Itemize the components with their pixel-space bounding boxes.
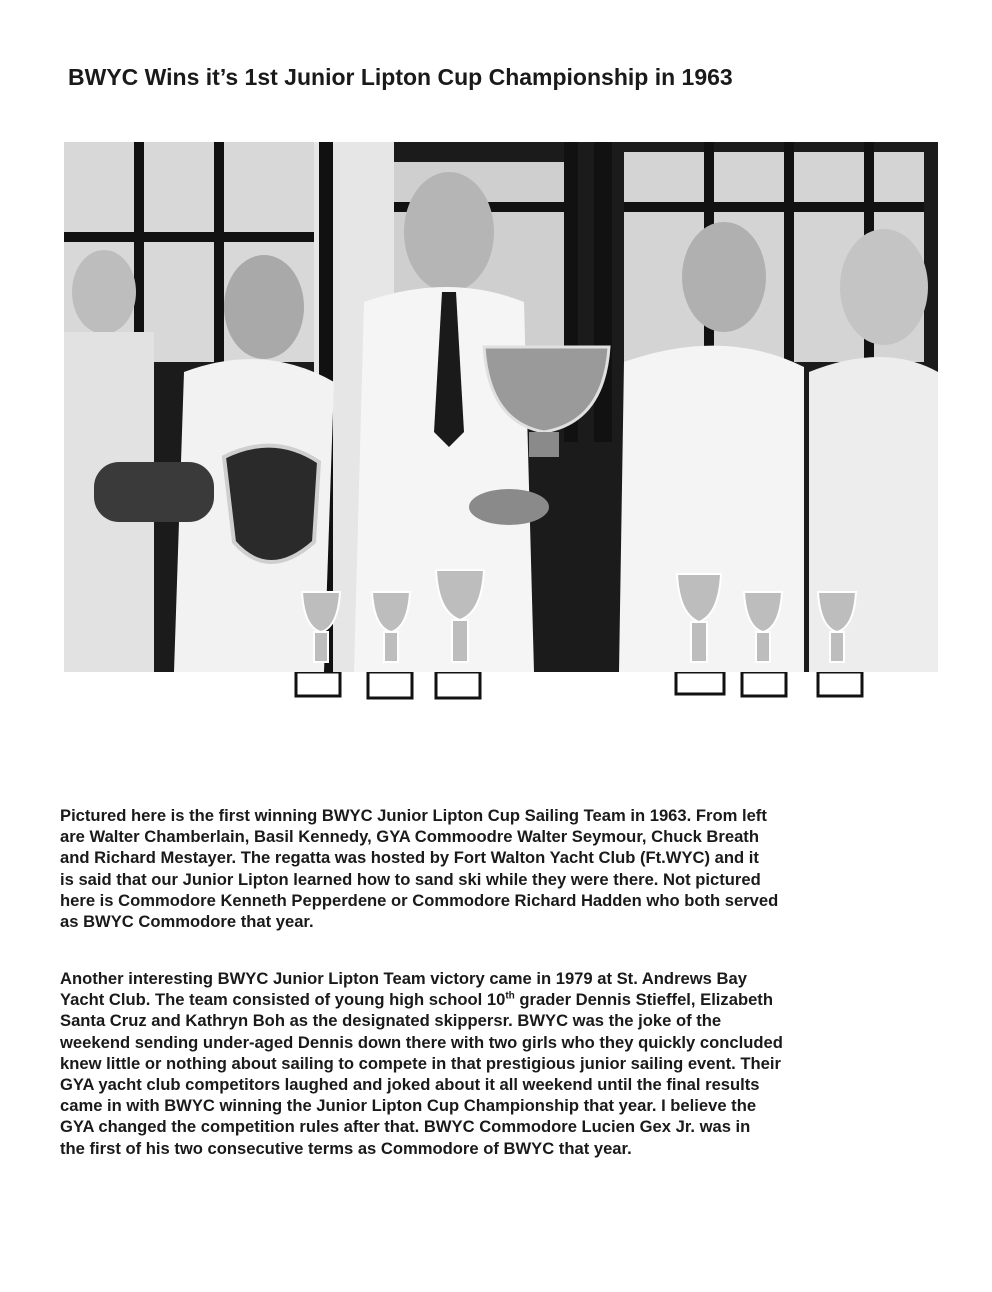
caption-line: as BWYC Commodore that year. [60, 912, 314, 932]
team-photo-illustration [64, 142, 938, 672]
document-title: BWYC Wins it’s 1st Junior Lipton Cup Championship in 1963 [68, 64, 733, 90]
caption-line: Pictured here is the first winning BWYC Junior Lipton Cup Sailing Team in 1963. From left [60, 806, 767, 825]
caption-line: GYA yacht club competitors laughed and joked about it all weekend until the final results [60, 1075, 760, 1095]
caption-text: grader Dennis Stieffel, Elizabeth [514, 990, 773, 1010]
caption-line: here is Commodore Kenneth Pepperdene or Commodore Richard Hadden who both served [60, 890, 779, 910]
caption-line-ordinal [60, 989, 940, 1010]
caption-line: and Richard Mestayer. The regatta was hosted by Fort Walton Yacht Club (Ft.WYC) and it [60, 848, 759, 868]
ordinal-suffix: th [505, 990, 515, 1002]
caption-text: Yacht Club. The team consisted of young high school 10 [60, 990, 506, 1010]
caption-line: knew little or nothing about sailing to compete in that prestigious junior sailing event. Their [60, 1053, 781, 1073]
caption-line: is said that our Junior Lipton learned how to sand ski while they were there. Not pictured [60, 869, 761, 889]
caption-paragraph-1 [60, 805, 940, 932]
team-photo [64, 142, 938, 672]
caption-line: Another interesting BWYC Junior Lipton Team victory came in 1979 at St. Andrews Bay [60, 969, 747, 988]
caption-line: Santa Cruz and Kathryn Boh as the designated skippersr. BWYC was the joke of the [60, 1011, 722, 1031]
trophy-bases [64, 672, 938, 732]
caption-line: GYA changed the competition rules after that. BWYC Commodore Lucien Gex Jr. was in [60, 1117, 751, 1137]
caption-paragraph-2 [60, 968, 940, 1159]
caption-line: are Walter Chamberlain, Basil Kennedy, GYA Commoodre Walter Seymour, Chuck Breath [60, 827, 759, 847]
caption-line: weekend sending under-aged Dennis down there with two girls who they quickly concluded [60, 1032, 783, 1052]
caption-line: came in with BWYC winning the Junior Lipton Cup Championship that year. I believe the [60, 1096, 757, 1116]
trophy-bases-illustration [64, 672, 938, 732]
caption-line: the first of his two consecutive terms as Commodore of BWYC that year. [60, 1138, 632, 1158]
